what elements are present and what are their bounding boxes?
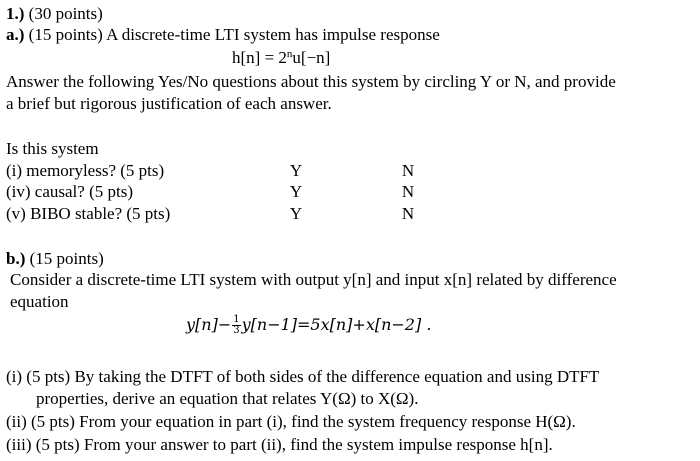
difference-equation: [186, 314, 431, 336]
eq-lhs: h[n] = 2: [232, 48, 287, 67]
part-b-header: [6, 248, 104, 269]
answer-yes-memoryless[interactable]: Y: [289, 161, 303, 180]
problem-number: 1.): [6, 4, 25, 23]
answer-no-causal[interactable]: N: [401, 182, 415, 201]
part-b-item-ii: (ii) (5 pts) From your equation in part (i), find the system frequency response H(Ω).: [6, 412, 576, 431]
answer-yes-causal[interactable]: Y: [289, 182, 303, 201]
answer-yes-bibo[interactable]: Y: [289, 204, 303, 223]
answer-no-memoryless[interactable]: N: [401, 161, 415, 180]
diff-eq-part-2: y[n−1]=5x[n]+x[n−2] .: [241, 315, 432, 334]
instruction-line-1: Answer the following Yes/No questions about this system by circling Y or N, and provide: [6, 72, 616, 91]
is-this-system: Is this system: [6, 139, 99, 158]
part-b-line-1: Consider a discrete-time LTI system with output y[n] and input x[n] related by difference: [10, 270, 617, 289]
part-b-item-iii: (iii) (5 pts) From your answer to part (ii), find the system impulse response h[n].: [6, 435, 553, 454]
part-a-header-text: (15 points) A discrete-time LTI system has impulse response: [28, 25, 440, 44]
part-b-item-i-line-2: properties, derive an equation that relates Y(Ω) to X(Ω).: [36, 389, 419, 408]
answer-no-bibo[interactable]: N: [401, 204, 415, 223]
question-memoryless: (i) memoryless? (5 pts): [6, 161, 165, 180]
fraction-one-third: [232, 315, 240, 336]
part-b-points: (15 points): [29, 249, 104, 268]
question-causal: (iv) causal? (5 pts): [6, 182, 133, 201]
impulse-response-equation: [232, 47, 330, 68]
problem-header: [6, 3, 103, 24]
part-a-label: a.): [6, 25, 25, 44]
diff-eq-part-1: y[n]−: [186, 315, 232, 334]
eq-rhs: u[−n]: [292, 48, 331, 67]
problem-points: (30 points): [28, 4, 103, 23]
part-b-line-2: equation: [10, 292, 69, 311]
part-b-item-i-line-1: (i) (5 pts) By taking the DTFT of both sides of the difference equation and using DTFT: [6, 367, 600, 386]
part-b-label: b.): [6, 249, 26, 268]
eq-sup: n: [286, 48, 293, 60]
fraction-denominator: 3: [233, 325, 240, 336]
part-a-header: [6, 24, 440, 45]
instruction-line-2: a brief but rigorous justification of each answer.: [6, 94, 332, 113]
fraction-numerator: 1: [233, 314, 240, 325]
question-bibo-stable: (v) BIBO stable? (5 pts): [6, 204, 171, 223]
